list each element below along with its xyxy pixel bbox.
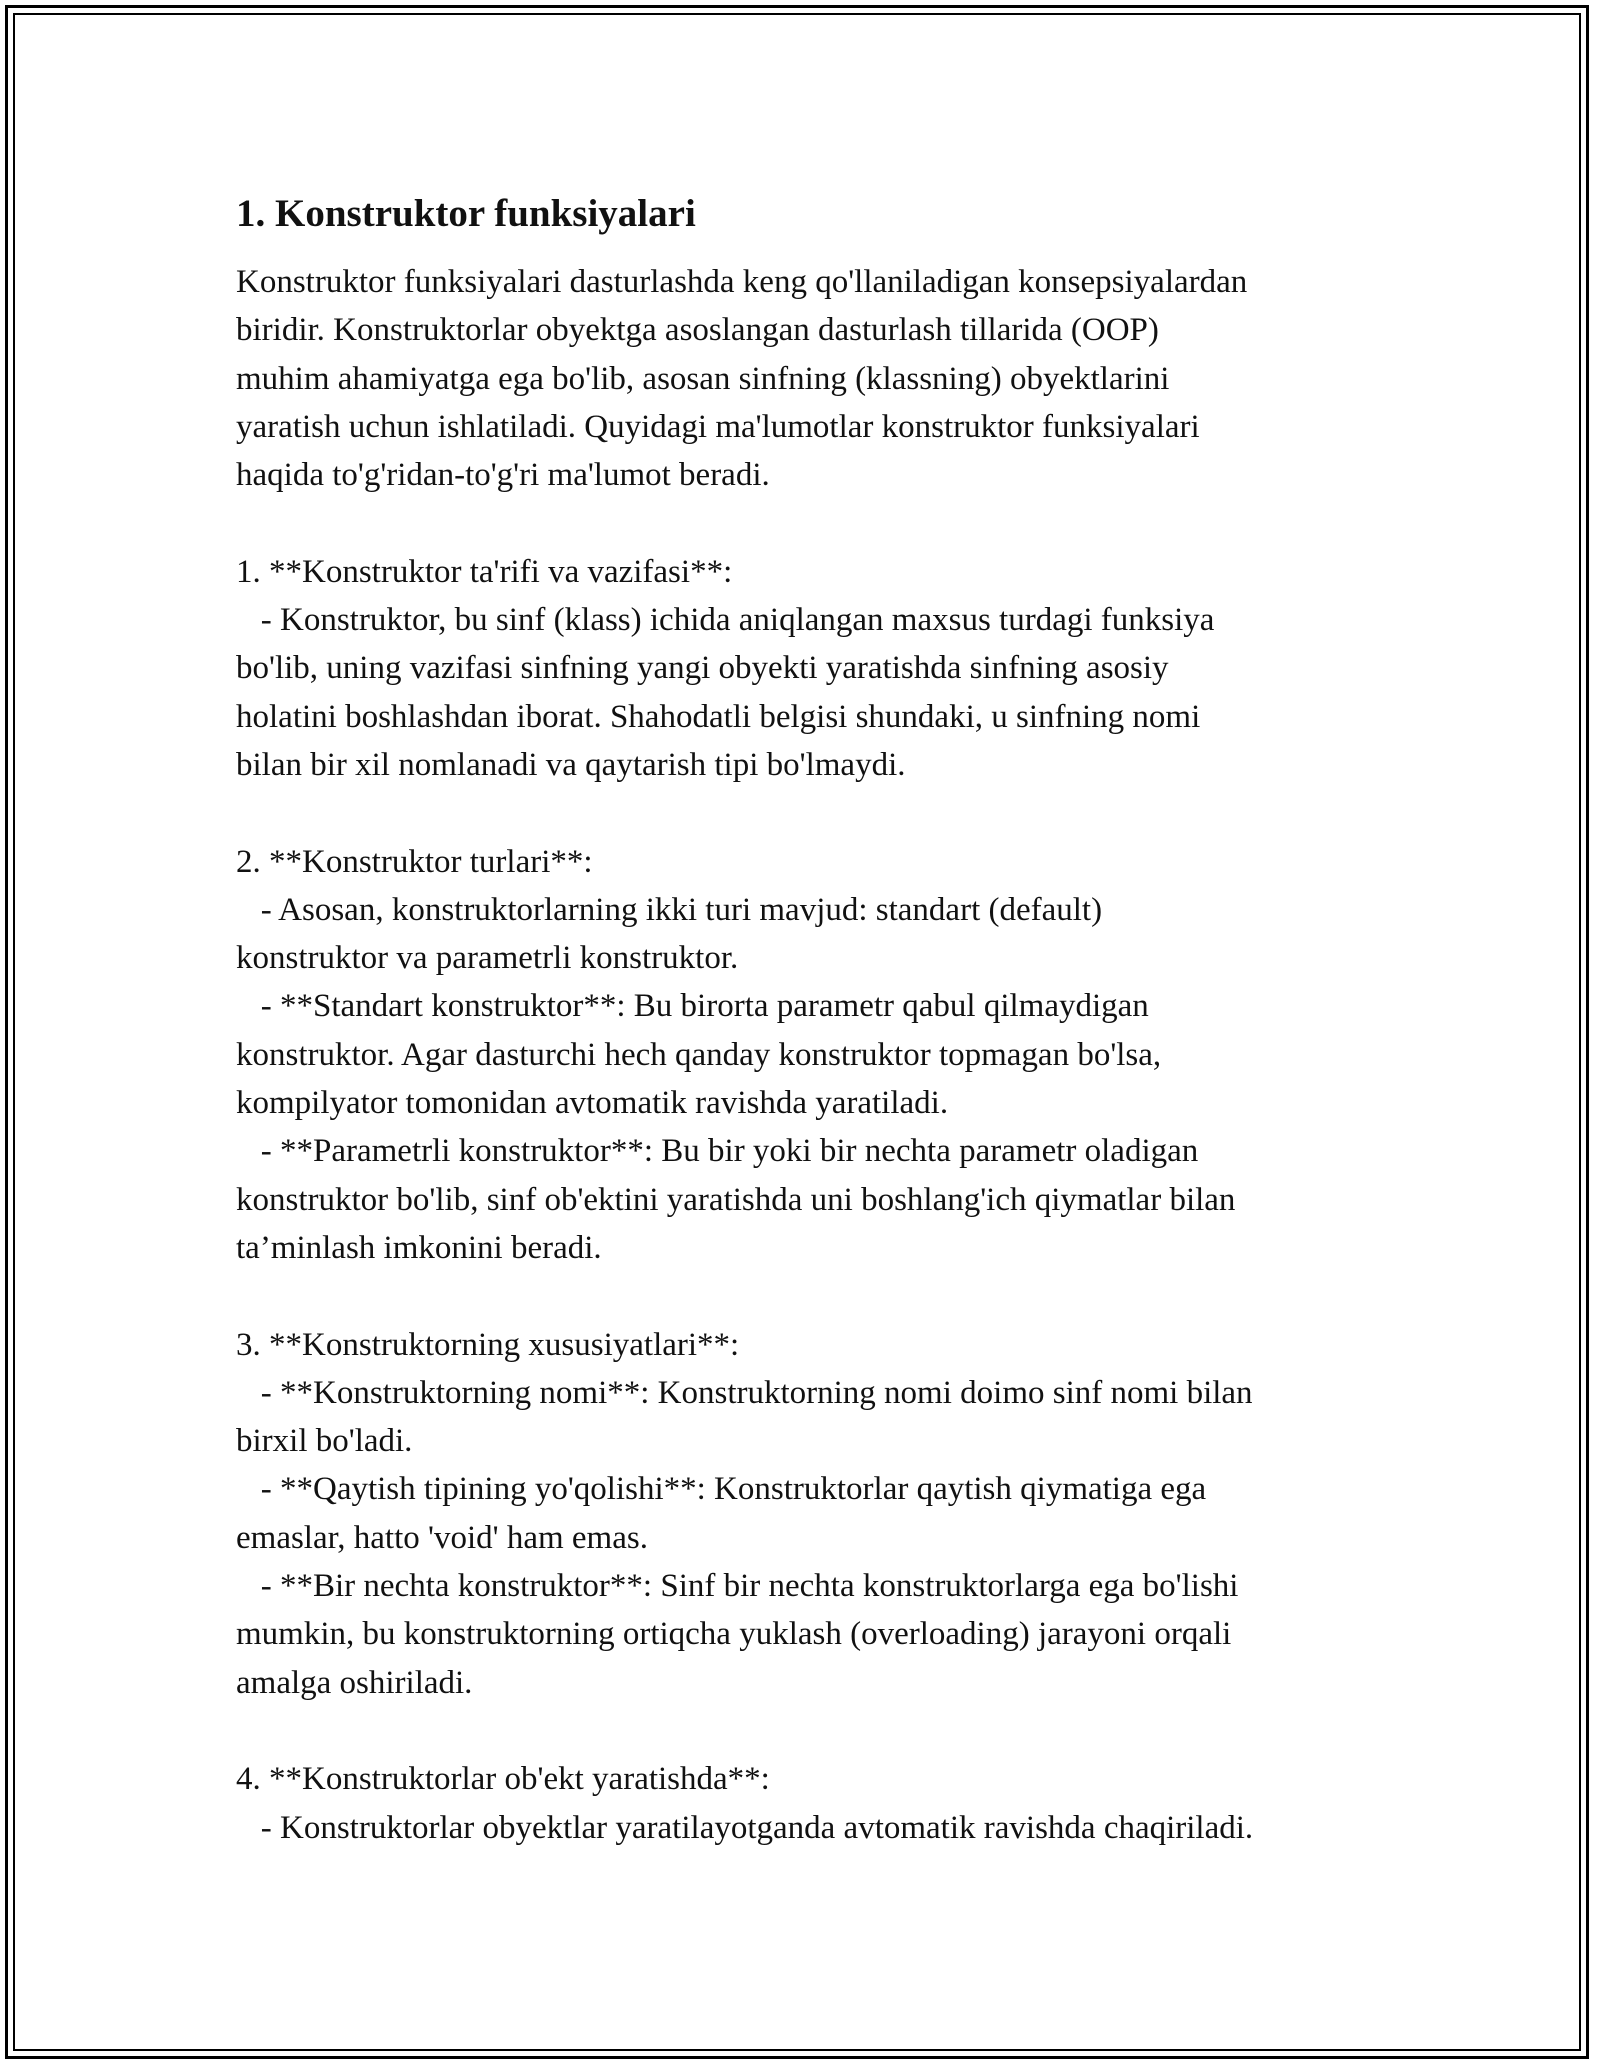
- section-1: [236, 548, 1386, 789]
- section-line: birxil bo'ladi.: [236, 1423, 413, 1460]
- section-line: bo'lib, uning vazifasi sinfning yangi obyekti yaratishda sinfning asosiy: [236, 650, 1169, 687]
- section-4: [236, 1755, 1386, 1852]
- section-line: kompilyator tomonidan avtomatik ravishda yaratiladi.: [236, 1085, 949, 1122]
- section-line: bilan bir xil nomlanadi va qaytarish tipi bo'lmaydi.: [236, 746, 906, 783]
- intro-line: muhim ahamiyatga ega bo'lib, asosan sinfning (klassning) obyektlarini: [236, 360, 1170, 397]
- section-line: - **Qaytish tipining yo'qolishi**: Konstruktorlar qaytish qiymatiga ega: [236, 1471, 1207, 1508]
- section-line: - **Standart konstruktor**: Bu birorta parametr qabul qilmaydigan: [236, 988, 1149, 1025]
- section-line: konstruktor va parametrli konstruktor.: [236, 940, 739, 977]
- section-line: - Asosan, konstruktorlarning ikki turi mavjud: standart (default): [236, 891, 1103, 928]
- section-heading: 3. **Konstruktorning xususiyatlari**:: [236, 1326, 740, 1363]
- section-line: - **Bir nechta konstruktor**: Sinf bir nechta konstruktorlarga ega bo'lishi: [236, 1568, 1239, 1605]
- section-3: [236, 1321, 1386, 1707]
- section-heading: 2. **Konstruktor turlari**:: [236, 843, 593, 880]
- section-line: mumkin, bu konstruktorning ortiqcha yuklash (overloading) jarayoni orqali: [236, 1616, 1232, 1653]
- intro-line: Konstruktor funksiyalari dasturlashda keng qo'llaniladigan konsepsiyalardan: [236, 264, 1248, 300]
- section-line: - **Konstruktorning nomi**: Konstruktorning nomi doimo sinf nomi bilan: [236, 1374, 1253, 1411]
- section-heading: 1. **Konstruktor ta'rifi va vazifasi**:: [236, 553, 733, 590]
- section-line: ta’minlash imkonini beradi.: [236, 1229, 602, 1266]
- section-line: konstruktor. Agar dasturchi hech qanday konstruktor topmagan bo'lsa,: [236, 1036, 1162, 1073]
- section-line: holatini boshlashdan iborat. Shahodatli belgisi shundaki, u sinfning nomi: [236, 698, 1201, 735]
- section-line: - Konstruktorlar obyektlar yaratilayotganda avtomatik ravishda chaqiriladi.: [236, 1809, 1254, 1846]
- intro-line: biridir. Konstruktorlar obyektga asoslangan dasturlash tillarida (OOP): [236, 312, 1159, 349]
- section-line: - **Parametrli konstruktor**: Bu bir yoki bir nechta parametr oladigan: [236, 1133, 1199, 1170]
- intro-paragraph: [236, 258, 1386, 499]
- section-2: [236, 838, 1386, 1273]
- section-line: - Konstruktor, bu sinf (klass) ichida aniqlangan maxsus turdagi funksiya: [236, 602, 1215, 639]
- section-heading: 4. **Konstruktorlar ob'ekt yaratishda**:: [236, 1761, 770, 1798]
- section-line: emaslar, hatto 'void' ham emas.: [236, 1519, 648, 1556]
- document-title: 1. Konstruktor funksiyalari: [236, 192, 696, 235]
- document-page: [236, 186, 1386, 1852]
- section-line: konstruktor bo'lib, sinf ob'ektini yaratishda uni boshlang'ich qiymatlar bilan: [236, 1181, 1236, 1218]
- intro-line: yaratish uchun ishlatiladi. Quyidagi ma'lumotlar konstruktor funksiyalari: [236, 408, 1200, 445]
- section-line: amalga oshiriladi.: [236, 1664, 473, 1701]
- intro-line: haqida to'g'ridan-to'g'ri ma'lumot beradi.: [236, 457, 770, 494]
